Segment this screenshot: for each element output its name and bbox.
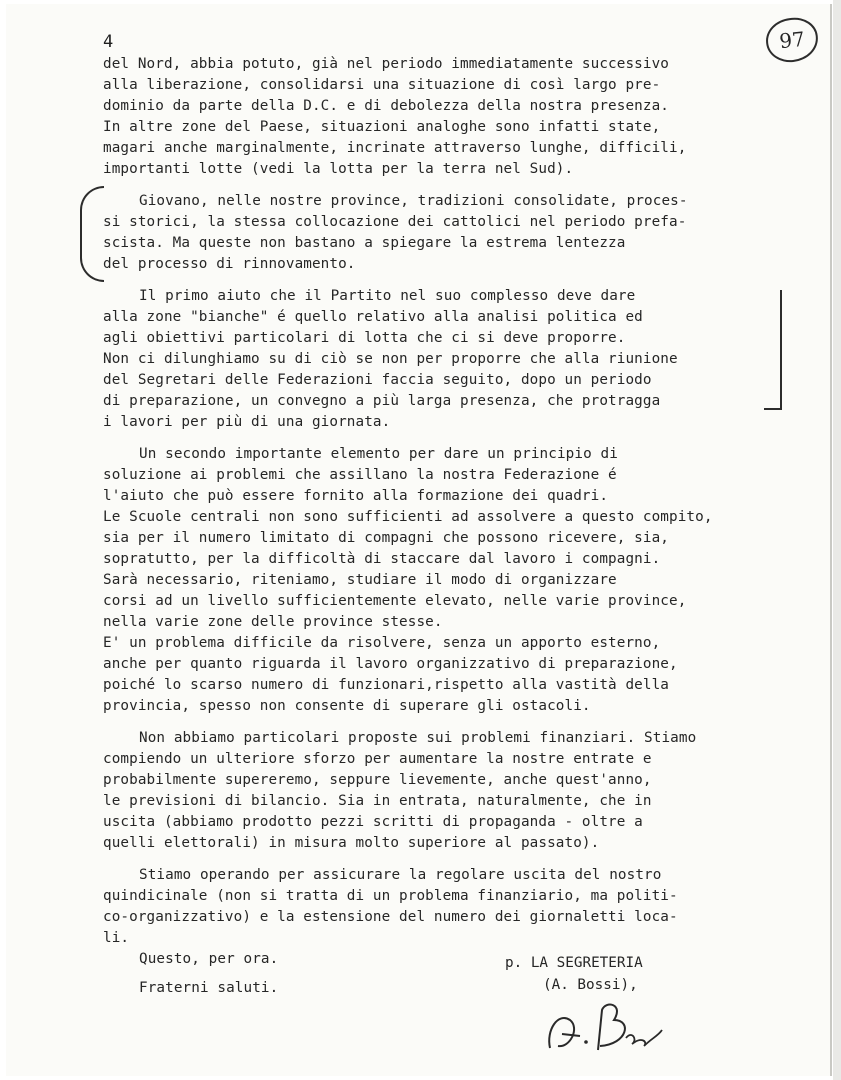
text-line: Non abbiamo particolari proposte sui problemi finanziari. Stiamo <box>139 730 697 746</box>
text-line: importanti lotte (vedi la lotta per la terra nel Sud). <box>103 161 574 177</box>
text-line: li. <box>103 930 130 946</box>
text-line: Il primo aiuto che il Partito nel suo complesso deve dare <box>139 288 636 304</box>
text-line: agli obiettivi particolari di lotta che ci si deve proporre. <box>103 330 626 346</box>
text-line: sia per il numero limitato di compagni che possono ricevere, sia, <box>103 530 669 546</box>
text-line: dominio da parte della D.C. e di debolezza della nostra presenza. <box>103 98 669 114</box>
page-number: 4 <box>103 32 114 52</box>
text-line: alla zone "bianche" é quello relativo alla analisi politica ed <box>103 309 643 325</box>
handwritten-signature <box>540 990 670 1060</box>
text-line: l'aiuto che può essere fornito alla formazione dei quadri. <box>103 488 609 504</box>
text-line: In altre zone del Paese, situazioni analoghe sono infatti state, <box>103 119 661 135</box>
text-line: del Nord, abbia potuto, già nel periodo immediatamente successivo <box>103 56 669 72</box>
text-line: le previsioni di bilancio. Sia in entrata, naturalmente, che in <box>103 793 652 809</box>
text-line: poiché lo scarso numero di funzionari,rispetto alla vastità della <box>103 677 669 693</box>
text-line: si storici, la stessa collocazione dei cattolici nel periodo prefa- <box>103 214 687 230</box>
text-line: uscita (abbiamo prodotto pezzi scritti di propaganda - oltre a <box>103 814 643 830</box>
closing-line: Fraterni saluti. <box>139 980 279 996</box>
text-line: del processo di rinnovamento. <box>103 256 356 272</box>
text-line: magari anche marginalmente, incrinate attraverso lunghe, difficili, <box>103 140 687 156</box>
text-line: provincia, spesso non consente di superare gli ostacoli. <box>103 698 591 714</box>
text-line: Un secondo importante elemento per dare un principio di <box>139 446 618 462</box>
archive-number: 97 <box>778 26 806 54</box>
signature-name: (A. Bossi), <box>543 977 638 993</box>
page-edge <box>833 0 841 1080</box>
text-line: Giovano, nelle nostre province, tradizioni consolidate, proces- <box>139 193 688 209</box>
signature-label: p. LA SEGRETERIA <box>505 955 643 971</box>
text-line: Sarà necessario, riteniamo, studiare il modo di organizzare <box>103 572 617 588</box>
text-line: Stiamo operando per assicurare la regolare uscita del nostro <box>139 867 662 883</box>
text-line: Le Scuole centrali non sono sufficienti ad assolvere a questo compito, <box>103 509 713 525</box>
margin-bracket-mark <box>80 186 104 282</box>
text-line: soluzione ai problemi che assillano la nostra Federazione é <box>103 467 617 483</box>
text-line: di preparazione, un convegno a più larga presenza, che protragga <box>103 393 661 409</box>
text-line: del Segretari delle Federazioni faccia seguito, dopo un periodo <box>103 372 652 388</box>
text-line: scista. Ma queste non bastano a spiegare la estrema lentezza <box>103 235 626 251</box>
text-line: compiendo un ulteriore sforzo per aumentare la nostre entrate e <box>103 751 652 767</box>
text-line: nella varie zone delle province stesse. <box>103 614 443 630</box>
text-line: E' un problema difficile da risolvere, senza un apporto esterno, <box>103 635 661 651</box>
text-line: Non ci dilunghiamo su di ciò se non per proporre che alla riunione <box>103 351 678 367</box>
text-line: quelli elettorali) in misura molto superiore al passato). <box>103 835 600 851</box>
text-line: corsi ad un livello sufficientemente elevato, nelle varie province, <box>103 593 687 609</box>
text-line: i lavori per più di una giornata. <box>103 414 391 430</box>
text-line: sopratutto, per la difficoltà di staccare dal lavoro i compagni. <box>103 551 661 567</box>
text-line: alla liberazione, consolidarsi una situazione di così largo pre- <box>103 77 661 93</box>
text-line: co-organizzativo) e la estensione del numero dei giornaletti loca- <box>103 909 678 925</box>
text-line: anche per quanto riguarda il lavoro organizzativo di preparazione, <box>103 656 678 672</box>
letter-body <box>103 54 803 999</box>
text-line: quindicinale (non si tratta di un problema finanziario, ma politi- <box>103 888 678 904</box>
text-line: probabilmente supereremo, seppure lievemente, anche quest'anno, <box>103 772 652 788</box>
closing-line: Questo, per ora. <box>139 951 279 967</box>
